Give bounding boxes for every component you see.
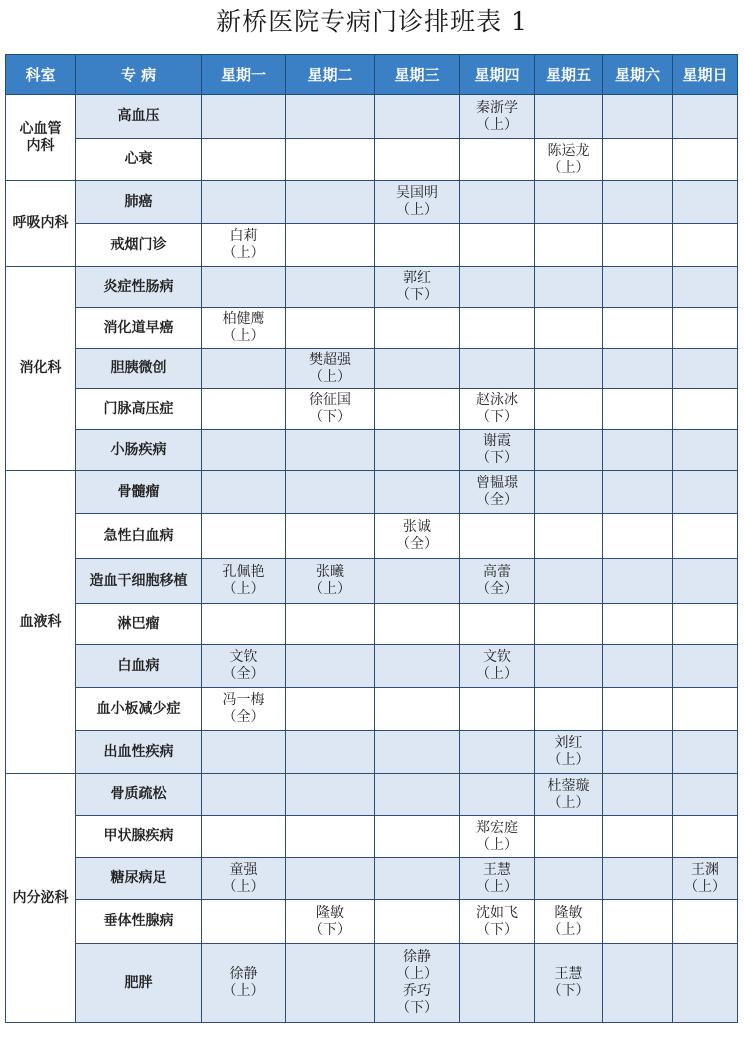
schedule-cell	[603, 95, 673, 139]
table-row	[6, 688, 738, 731]
schedule-cell	[535, 774, 603, 816]
schedule-cell	[673, 559, 738, 604]
schedule-cell	[673, 688, 738, 731]
schedule-cell	[286, 944, 375, 1023]
doctor-name: 徐征国	[309, 392, 351, 408]
session-time: （上）	[222, 878, 265, 895]
specialty-cell: 造血干细胞移植	[76, 559, 202, 604]
schedule-cell	[375, 858, 460, 900]
schedule-cell	[673, 430, 738, 471]
doctor-name: 乔巧	[403, 983, 431, 999]
schedule-cell	[202, 559, 286, 604]
schedule-cell	[460, 858, 535, 900]
specialty-cell: 急性白血病	[76, 514, 202, 559]
specialty-cell: 消化道早癌	[76, 308, 202, 349]
schedule-cell	[673, 816, 738, 858]
doctor-name: 秦浙学	[476, 99, 518, 116]
session-time: （上）	[476, 836, 518, 853]
schedule-cell	[375, 774, 460, 816]
schedule-cell	[673, 731, 738, 774]
schedule-cell	[673, 900, 738, 944]
session-time: （下）	[476, 409, 518, 425]
schedule-cell	[375, 95, 460, 139]
schedule-cell	[202, 267, 286, 308]
doctor-name: 沈如飞	[476, 904, 518, 921]
schedule-cell	[460, 559, 535, 604]
department-cell: 消化科	[6, 267, 76, 471]
doctor-name: 高蕾	[483, 564, 511, 580]
schedule-cell	[460, 349, 535, 389]
session-time: （上）	[547, 159, 590, 176]
schedule-cell	[375, 471, 460, 514]
schedule-cell	[673, 774, 738, 816]
schedule-cell	[603, 139, 673, 181]
session-time: （上）	[547, 752, 590, 768]
schedule-cell	[673, 389, 738, 430]
header-tuesday: 星期二	[286, 55, 375, 95]
schedule-cell	[673, 308, 738, 349]
session-time: （全）	[222, 709, 265, 725]
specialty-cell: 门脉高压症	[76, 389, 202, 430]
table-row	[6, 430, 738, 471]
table-row	[6, 774, 738, 816]
department-name-line: 心血管	[19, 120, 62, 137]
schedule-cell	[673, 858, 738, 900]
schedule-cell	[603, 559, 673, 604]
doctor-name: 白莉	[229, 228, 258, 244]
schedule-cell	[375, 688, 460, 731]
schedule-cell	[603, 430, 673, 471]
doctor-name: 王慧	[483, 861, 511, 878]
schedule-cell	[535, 645, 603, 688]
schedule-cell	[286, 645, 375, 688]
doctor-name: 吴国明	[396, 185, 438, 201]
specialty-cell: 白血病	[76, 645, 202, 688]
session-time: （下）	[476, 921, 518, 938]
session-time: （上）	[684, 878, 726, 895]
schedule-cell	[460, 267, 535, 308]
schedule-cell	[460, 308, 535, 349]
schedule-cell	[202, 139, 286, 181]
table-row	[6, 816, 738, 858]
header-monday: 星期一	[202, 55, 286, 95]
schedule-cell	[202, 645, 286, 688]
schedule-cell	[375, 816, 460, 858]
session-time: （下）	[396, 287, 438, 303]
schedule-cell	[202, 688, 286, 731]
schedule-cell	[375, 514, 460, 559]
schedule-cell	[603, 308, 673, 349]
schedule-cell	[535, 95, 603, 139]
doctor-name: 王慧	[554, 966, 583, 982]
table-row	[6, 604, 738, 645]
schedule-cell	[286, 731, 375, 774]
schedule-cell	[460, 95, 535, 139]
session-time: （上）	[476, 878, 518, 895]
schedule-cell	[202, 224, 286, 267]
specialty-cell: 肺癌	[76, 181, 202, 224]
department-name-line: 内科	[26, 137, 55, 154]
schedule-cell	[673, 514, 738, 559]
schedule-cell	[460, 430, 535, 471]
schedule-cell	[460, 944, 535, 1023]
doctor-name: 樊超强	[309, 351, 351, 368]
schedule-cell	[286, 430, 375, 471]
doctor-name: 冯一梅	[222, 692, 265, 708]
schedule-cell	[603, 944, 673, 1023]
table-row	[6, 308, 738, 349]
session-time: （全）	[476, 492, 518, 508]
schedule-cell	[603, 604, 673, 645]
specialty-cell: 骨质疏松	[76, 774, 202, 816]
schedule-cell	[286, 139, 375, 181]
doctor-name: 孔佩艳	[222, 564, 265, 580]
doctor-name: 陈运龙	[547, 142, 590, 159]
table-row	[6, 731, 738, 774]
schedule-cell	[603, 224, 673, 267]
doctor-name: 郑宏庭	[476, 819, 518, 836]
schedule-cell	[202, 389, 286, 430]
table-row	[6, 559, 738, 604]
specialty-cell: 高血压	[76, 95, 202, 139]
schedule-cell	[286, 604, 375, 645]
schedule-cell	[535, 559, 603, 604]
session-time: （上）	[547, 921, 590, 938]
schedule-cell	[535, 224, 603, 267]
schedule-cell	[603, 389, 673, 430]
table-row	[6, 944, 738, 1023]
schedule-cell	[202, 471, 286, 514]
schedule-cell	[535, 349, 603, 389]
header-row	[6, 55, 738, 95]
department-cell: 呼吸内科	[6, 181, 76, 267]
table-row	[6, 95, 738, 139]
schedule-cell	[375, 224, 460, 267]
schedule-cell	[286, 389, 375, 430]
session-time: （上）	[309, 368, 351, 385]
schedule-cell	[535, 471, 603, 514]
schedule-cell	[673, 224, 738, 267]
doctor-name: 隆敏	[316, 904, 344, 921]
schedule-cell	[460, 389, 535, 430]
session-time: （下）	[476, 450, 518, 466]
schedule-cell	[202, 816, 286, 858]
schedule-cell	[286, 858, 375, 900]
schedule-cell	[375, 559, 460, 604]
session-time: （下）	[309, 409, 351, 425]
doctor-name: 谢霞	[483, 433, 511, 449]
schedule-cell	[202, 514, 286, 559]
table-row	[6, 267, 738, 308]
specialty-cell: 戒烟门诊	[76, 224, 202, 267]
schedule-cell	[375, 944, 460, 1023]
schedule-cell	[603, 181, 673, 224]
schedule-cell	[375, 181, 460, 224]
doctor-name: 张曦	[316, 564, 344, 580]
schedule-cell	[535, 604, 603, 645]
doctor-name: 徐静	[403, 949, 431, 965]
table-row	[6, 471, 738, 514]
schedule-cell	[375, 430, 460, 471]
schedule-cell	[535, 944, 603, 1023]
specialty-cell: 肥胖	[76, 944, 202, 1023]
schedule-cell	[535, 688, 603, 731]
schedule-cell	[202, 858, 286, 900]
schedule-cell	[673, 139, 738, 181]
schedule-cell	[535, 858, 603, 900]
schedule-cell	[603, 774, 673, 816]
session-time: （全）	[222, 666, 265, 682]
doctor-name: 徐静	[229, 966, 258, 982]
schedule-cell	[535, 308, 603, 349]
schedule-cell	[286, 471, 375, 514]
schedule-cell	[286, 688, 375, 731]
table-row	[6, 900, 738, 944]
schedule-cell	[460, 181, 535, 224]
schedule-cell	[202, 181, 286, 224]
schedule-cell	[603, 731, 673, 774]
schedule-cell	[603, 645, 673, 688]
session-time: （上）	[547, 794, 590, 811]
schedule-cell	[460, 731, 535, 774]
schedule-cell	[603, 816, 673, 858]
session-time: （上）	[309, 581, 351, 597]
specialty-cell: 血小板减少症	[76, 688, 202, 731]
schedule-cell	[460, 604, 535, 645]
header-department: 科室	[6, 55, 76, 95]
schedule-cell	[286, 559, 375, 604]
doctor-name: 刘红	[554, 735, 583, 751]
doctor-name: 柏健鹰	[222, 311, 265, 327]
doctor-name: 隆敏	[554, 904, 583, 921]
schedule-cell	[375, 645, 460, 688]
page-title: 新桥医院专病门诊排班表 1	[216, 7, 528, 36]
schedule-cell	[375, 267, 460, 308]
schedule-cell	[535, 900, 603, 944]
specialty-cell: 甲状腺疾病	[76, 816, 202, 858]
specialty-cell: 心衰	[76, 139, 202, 181]
schedule-cell	[460, 471, 535, 514]
table-row	[6, 181, 738, 224]
specialty-cell: 骨髓瘤	[76, 471, 202, 514]
schedule-cell	[673, 471, 738, 514]
doctor-name: 童强	[229, 861, 258, 878]
schedule-cell	[535, 389, 603, 430]
schedule-cell	[202, 308, 286, 349]
schedule-cell	[603, 349, 673, 389]
schedule-cell	[673, 944, 738, 1023]
doctor-name: 张诚	[403, 519, 431, 535]
header-wednesday: 星期三	[375, 55, 460, 95]
schedule-cell	[673, 267, 738, 308]
department-cell: 血液科	[6, 471, 76, 774]
specialty-cell: 垂体性腺病	[76, 900, 202, 944]
schedule-cell	[286, 900, 375, 944]
schedule-cell	[286, 181, 375, 224]
schedule-cell	[286, 95, 375, 139]
table-row	[6, 224, 738, 267]
doctor-name: 郭红	[403, 270, 431, 286]
schedule-cell	[460, 816, 535, 858]
schedule-cell	[286, 224, 375, 267]
schedule-table	[5, 54, 738, 1023]
header-thursday: 星期四	[460, 55, 535, 95]
session-time: （上）	[222, 328, 265, 344]
session-time: （上）	[396, 202, 438, 218]
doctor-name: 文钦	[483, 649, 511, 665]
schedule-cell	[460, 224, 535, 267]
session-time: （上）	[222, 245, 265, 261]
schedule-cell	[535, 267, 603, 308]
header-friday: 星期五	[535, 55, 603, 95]
schedule-cell	[202, 774, 286, 816]
schedule-cell	[375, 731, 460, 774]
schedule-cell	[673, 645, 738, 688]
schedule-cell	[535, 430, 603, 471]
schedule-cell	[673, 349, 738, 389]
schedule-cell	[286, 349, 375, 389]
schedule-cell	[202, 430, 286, 471]
schedule-cell	[535, 514, 603, 559]
schedule-cell	[375, 139, 460, 181]
schedule-cell	[286, 308, 375, 349]
schedule-cell	[286, 774, 375, 816]
schedule-cell	[202, 604, 286, 645]
schedule-cell	[460, 514, 535, 559]
schedule-cell	[286, 514, 375, 559]
doctor-name: 曾韫璟	[476, 475, 518, 491]
specialty-cell: 小肠疾病	[76, 430, 202, 471]
specialty-cell: 出血性疾病	[76, 731, 202, 774]
specialty-cell: 炎症性肠病	[76, 267, 202, 308]
session-time: （下）	[396, 1000, 438, 1016]
schedule-cell	[603, 471, 673, 514]
session-time: （上）	[222, 983, 265, 999]
table-row	[6, 858, 738, 900]
session-time: （下）	[547, 983, 590, 999]
schedule-cell	[202, 731, 286, 774]
schedule-cell	[375, 389, 460, 430]
schedule-cell	[460, 900, 535, 944]
header-specialty: 专 病	[76, 55, 202, 95]
schedule-body	[6, 95, 738, 1023]
session-time: （上）	[396, 966, 438, 982]
schedule-cell	[535, 731, 603, 774]
session-time: （全）	[476, 581, 518, 597]
schedule-cell	[375, 349, 460, 389]
schedule-cell	[603, 514, 673, 559]
schedule-cell	[375, 308, 460, 349]
doctor-name: 赵泳冰	[476, 392, 518, 408]
schedule-cell	[202, 900, 286, 944]
doctor-name: 杜蓥璇	[547, 777, 590, 794]
specialty-cell: 淋巴瘤	[76, 604, 202, 645]
table-row	[6, 514, 738, 559]
session-time: （下）	[309, 921, 351, 938]
schedule-cell	[535, 816, 603, 858]
schedule-cell	[603, 267, 673, 308]
schedule-cell	[202, 95, 286, 139]
session-time: （上）	[476, 116, 518, 133]
doctor-name: 王渊	[691, 861, 719, 878]
schedule-cell	[535, 181, 603, 224]
specialty-cell: 胆胰微创	[76, 349, 202, 389]
session-time: （上）	[222, 581, 265, 597]
table-row	[6, 645, 738, 688]
schedule-cell	[460, 645, 535, 688]
schedule-cell	[603, 688, 673, 731]
schedule-cell	[202, 349, 286, 389]
table-row	[6, 389, 738, 430]
schedule-cell	[202, 944, 286, 1023]
schedule-cell	[603, 900, 673, 944]
schedule-cell	[286, 816, 375, 858]
schedule-cell	[286, 267, 375, 308]
schedule-cell	[535, 139, 603, 181]
session-time: （上）	[476, 666, 518, 682]
schedule-cell	[460, 139, 535, 181]
schedule-cell	[673, 95, 738, 139]
department-cell: 内分泌科	[6, 774, 76, 1023]
specialty-cell: 糖尿病足	[76, 858, 202, 900]
session-time: （全）	[396, 536, 438, 552]
schedule-cell	[603, 858, 673, 900]
table-row	[6, 349, 738, 389]
schedule-cell	[673, 604, 738, 645]
table-row	[6, 139, 738, 181]
doctor-name: 文钦	[229, 649, 258, 665]
schedule-cell	[375, 900, 460, 944]
schedule-cell	[460, 688, 535, 731]
schedule-cell	[375, 604, 460, 645]
header-sunday: 星期日	[673, 55, 738, 95]
header-saturday: 星期六	[603, 55, 673, 95]
schedule-cell	[460, 774, 535, 816]
department-cell	[6, 95, 76, 181]
schedule-cell	[673, 181, 738, 224]
